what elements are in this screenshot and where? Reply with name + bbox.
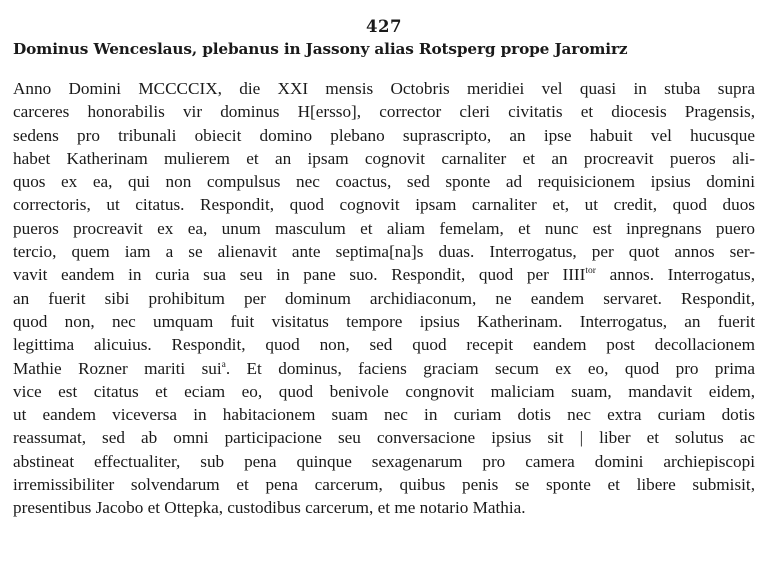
- body-line-6: correctoris, ut citatus. Respondit, quod cognovit ipsam carnaliter et, ut credit, quod duos: [13, 195, 755, 215]
- body-line-9-tail: annos. Interrogatus,: [595, 265, 755, 285]
- body-line-14: vice est citatus et eciam eo, quod benivole congnovit maliciam suam, mandavit eidem,: [13, 381, 755, 401]
- ordinal-superscript: tor: [585, 266, 596, 277]
- body-line-3: sedens pro tribunali obiecit domino plebano suprascripto, an ipse habuit vel hucusque: [13, 125, 755, 145]
- body-line-13-text: Mathie Rozner mariti sui: [13, 358, 222, 378]
- entry-body: [13, 77, 755, 520]
- body-line-9: [13, 263, 755, 286]
- body-line-8: tercio, quem iam a se alienavit ante septima[na]s duas. Interrogatus, per quot annos ser-: [13, 242, 755, 262]
- body-line-1: Anno Domini MCCCCIX, die XXI mensis Octobris meridiei vel quasi in stuba supra: [13, 79, 755, 98]
- entry-number: 427: [366, 17, 402, 36]
- body-line-15: ut eandem viceversa in habitacionem suam nec in curiam dotis nec extra curiam dotis: [13, 405, 755, 425]
- body-line-10: an fuerit sibi prohibitum per dominum archidiaconum, ne eandem servaret. Respondit,: [13, 288, 755, 308]
- document-page: [13, 0, 755, 520]
- body-line-13-tail: . Et dominus, faciens graciam secum ex eo, quod pro prima: [225, 358, 756, 378]
- body-line-11: quod non, nec umquam fuit visitatus tempore ipsius Katherinam. Interrogatus, an fuerit: [13, 311, 755, 331]
- body-line-4: habet Katherinam mulierem et an ipsam cognovit carnaliter et an procreavit pueros ali-: [13, 148, 755, 168]
- body-line-16: reassumat, sed ab omni participacione seu conversacione ipsius sit | liber et solutus ac: [13, 428, 755, 448]
- body-line-13: [13, 357, 755, 380]
- entry-heading: Dominus Wenceslaus, plebanus in Jassony alias Rotsperg prope Jaromirz: [13, 40, 628, 58]
- body-line-9-text: vavit eandem in curia sua seu in pane suo. Respondit, quod per IIII: [13, 265, 586, 285]
- body-line-12: legittima alicuius. Respondit, quod non, sed quod recepit eandem post decollacionem: [13, 335, 755, 355]
- body-line-18: irremissibiliter solvendarum et pena carcerum, quibus penis se sponte et libere submisit,: [13, 475, 755, 495]
- body-line-17: abstineat effectualiter, sub pena quinque sexagenarum pro camera domini archiepiscopi: [13, 451, 755, 471]
- body-line-7: pueros procreavit ex ea, unum masculum et aliam femelam, et nunc est inpregnans puero: [13, 218, 755, 238]
- body-line-19: presentibus Jacobo et Ottepka, custodibus carcerum, et me notario Mathia.: [13, 498, 526, 518]
- body-line-5: quos ex ea, qui non compulsus nec coactus, sed sponte ad requisicionem ipsius domini: [13, 172, 755, 192]
- footnote-marker: a: [221, 359, 226, 370]
- body-line-2: carceres honorabilis vir dominus H[ersso], corrector cleri civitatis et diocesis Pragensis,: [13, 102, 755, 122]
